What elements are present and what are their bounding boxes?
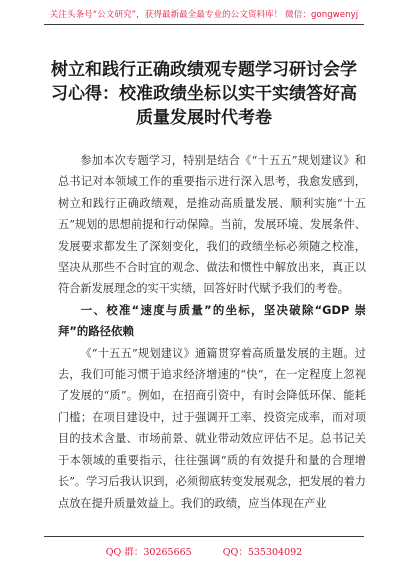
footer-divider — [44, 536, 364, 537]
page-footer — [0, 544, 408, 558]
footer-qq-group: QQ 群：30265665 — [105, 547, 192, 558]
body-paragraph: 参加本次专题学习，特别是结合《“十五五”规划建议》和总书记对本领域工作的重要指示进行深入思考，我愈发感到，树立和践行正确政绩观，是推动高质量发展、顺利实施“十五五”规划的思想前提和行动保障。当前，发展环境、发展条件、发展要求都发生了深刻变化，我们的政绩坐标必须随之校准，坚决从那些不合时宜的观念、做法和惯性中解放出来，真正以符合新发展理念的实干实绩，回答好时代赋予我们的考卷。 — [58, 154, 366, 296]
document-body — [58, 150, 366, 514]
body-paragraph: 《“十五五”规划建议》通篇贯穿着高质量发展的主题。过去，我们可能习惯于追求经济增速的“快”，在一定程度上忽视了发展的“质”。例如，在招商引资中，有时会降低环保、能耗门槛；在项目建设中，过于强调开工率、投资完成率，而对项目的技术含量、市场前景、就业带动效应评估不足。总书记关于本领域的重要指示，往往强调“质的有效提升和量的合理增长”。学习后我认识到，必须彻底转变发展观念，把发展的着力点放在提升质量效益上。我们的政绩，应当体现在产业 — [58, 346, 366, 510]
header-divider — [44, 24, 364, 25]
document-title: 树立和践行正确政绩观专题学习研讨会学习心得：校准政绩坐标以实干实绩答好高质量发展时代考卷 — [51, 60, 357, 128]
header-promo-text: 关注头条号“公文研究”，获得最新最全最专业的公文资料库！ 微信：gongwenyj — [49, 10, 359, 20]
section-heading: 一、校准“速度与质量”的坐标，坚决破除“GDP 崇拜”的路径依赖 — [58, 302, 366, 339]
footer-qq-number: QQ：535304092 — [222, 547, 303, 558]
